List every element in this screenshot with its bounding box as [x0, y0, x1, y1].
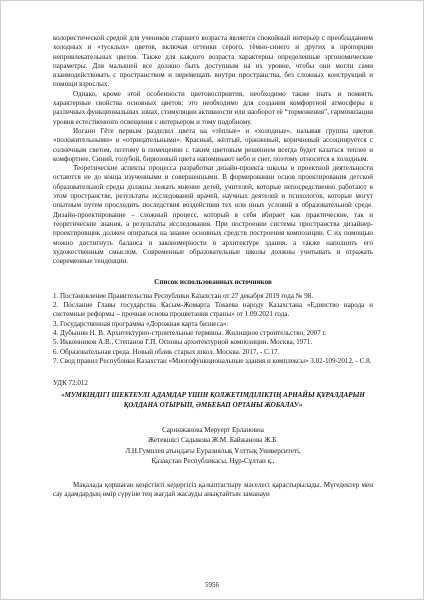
- affiliation: Л.Н.Гумилев атындағы Еуразиялық Ұлттық Университеті,: [125, 446, 301, 455]
- supervisors: Жетекшісі Садыкова Ж.М. Байжанова Ж.Б.: [148, 436, 278, 445]
- page-number: 5956: [204, 580, 220, 589]
- article-intro: Мақалада қоршаған кеңістікті кедергісіз қалыптастыру мәселесі қарастырылады. Мүгедектер мен сау адамдардың өмір сүруіне тең жағдай жасауды анықтайтын заманауи: [53, 480, 373, 498]
- author-block: [53, 425, 373, 467]
- reference-item: 4. Дубынин Н. В. Архитектурно-строительные термины. Жилищное строительство, 2007 г.: [53, 328, 327, 337]
- references-title: Список использованных источников: [154, 278, 272, 287]
- udc-code: УДК 72.012: [53, 379, 88, 388]
- reference-item: 2. Послание Главы государства Касым-Жомарта Токаева народу Казахстана «Единство народа и системные реформы – прочная основа процветания страны» от 1.09.2021 года.: [53, 301, 373, 319]
- body-paragraph: Иоганн Гёте первым разделил цвета на «тёплые» и «холодные», называя группы цветов «положительными» и «отрицательными». Красный, жёлтый, оранжевый, коричневый ассоциируется с солнечным светом, поэтому в помещении с таким цветовым решением всегда будет казаться теплее и комфортнее. Синий, голубой, бирюзовый цвета напоминают небо и снег, поэтому относятся к холодным.: [53, 126, 373, 163]
- body-paragraph: Однако, кроме этой особенности цветовосприятия, необходимо также знать и помнить характерные свойства основных цветов: это необходимо для создания комфортной атмосферы в различных функциональных зонах, стимуляции активности или наоборот её “торможения”, гармонизации уровня естественного освещения с интерьером и тому подобному.: [53, 89, 373, 126]
- location: Қазақстан Республикасы, Нұр-Сұлтан қ.,: [151, 457, 275, 466]
- references-list: [53, 292, 373, 366]
- reference-item: 3. Государственная программа «Дорожная карта бизнеса».: [53, 319, 229, 328]
- body-paragraph: колористической средой для учеников старшего возраста является спокойный интерьер с преобладанием холодных и «тусклых» цветов, включая оттенки серого, тёмно-синего и других в пропорции непривлекательных цветов. Также для каждого возраста характерны определенные эргономические параметры. Для малышей все должно быть доступным на их уровне, чтобы они могли сами взаимодействовать с пространством и перемещать внутри пространства, без сложных конструкций и помощи взрослых.: [53, 34, 373, 89]
- reference-item: 6. Образовательная среда. Новый облик старых школ. Москва. 2017, - С.17.: [53, 347, 280, 356]
- reference-item: 7. Свод правил Республики Казахстан «Многофункциональные здания и комплексы» 3.02-109-2012. - С.8.: [53, 356, 372, 365]
- reference-item: 1. Постановление Правительства Республики Казахстан от 27 декабря 2019 года № 98.: [53, 291, 314, 300]
- body-paragraph: Теоретические аспекты процесса разработки дизайн-проекта школы в проектной деятельности остаются не до конца изученными и совершенными. В формировании основ проектирования детской образовательной среды должны лежать мнение детей, учителей, которые непосредственно работают в этом пространстве, результаты исследований врачей, научных деятелей и психологов, которые могут опытным путем проследить последствия воздействия тех или иных условий в образовательной среде. Дизайн-проектирование – сложный процесс, который в себя вбирает как практические, так и теоретические знания, а результаты исследования. При построении системы пространства дизайнер-проектировщик должен опираться на знание основных средств построения композиции. С их помощью можно достигнуть баланса и закономерности в архитектуре здания, а также наполнить его художественным смыслом. Современные образовательные школы должны учитывать и отражать современные тенденции.: [53, 164, 373, 266]
- author-name: Саринжанова Меруерт Ерлановна: [162, 425, 264, 434]
- references-section: [53, 278, 373, 366]
- body-text: [53, 34, 373, 266]
- article-title: «МУМКІНДІГІ ШЕКТЕУЛІ АДАМДАР ҮШІН ҚОЛЖЕТІМДІЛІКТІҢ АРНАЙЫ ҚҰРАЛДАРЫН ҚОЛДАНА ОТЫРЫП, ӘМБЕБАП ОРТАНЫ ЖОБАЛАУ»: [61, 391, 365, 409]
- reference-item: 5. Икконников А.В., Степанов Г.П. Основы архитектурной композиции. Москва, 1971.: [53, 338, 313, 347]
- next-article: [53, 379, 373, 499]
